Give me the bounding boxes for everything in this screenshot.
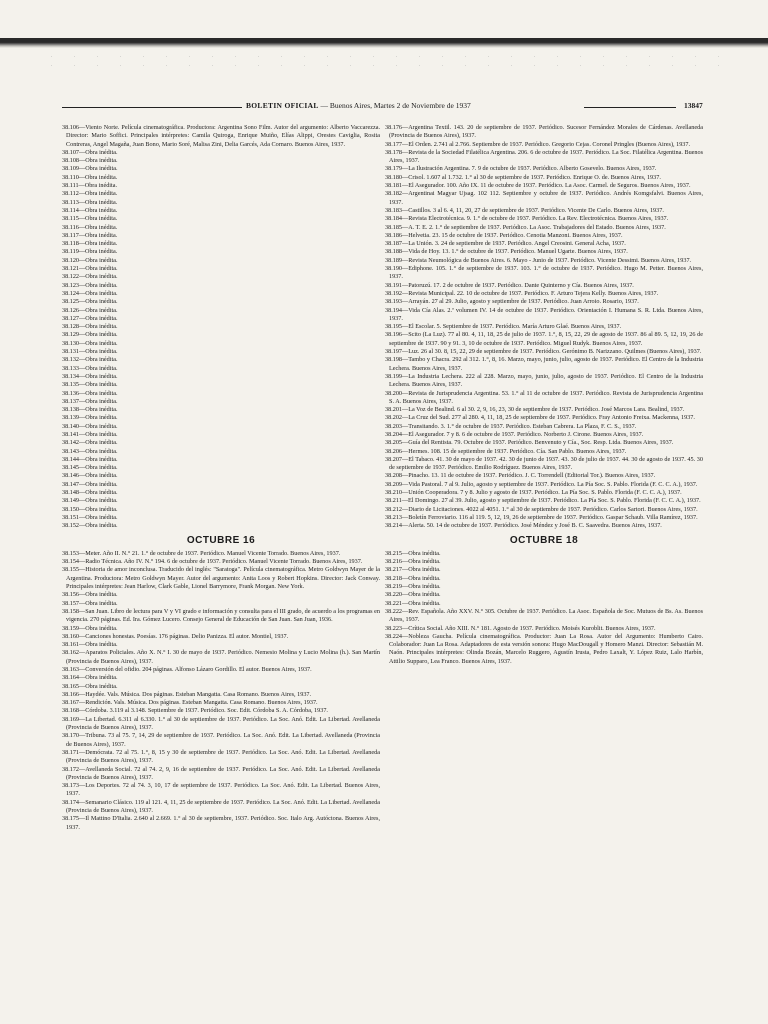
registry-entry: 38.156—Obra inédita.: [62, 591, 118, 599]
registry-entry: 38.207—El Tabaco. 41. 30 de mayo de 1937. 42. 30 de junio de 1937. 43. 30 de julio de 1937. 44. 30 de agosto de 1937. 45. 30 de septiembre de 1937. Periódico. Emilio Rodríguez. Buenos Aires, 1937.: [385, 455, 703, 472]
unpublished-entry: 38.147—Obra inédita.: [62, 480, 118, 488]
registry-entry: 38.174—Semanario Clásico. 119 al 121. 4, 11, 25 de septiembre de 1937. Periódico. La Soc. Anó. Edit. La Libertad. Avellaneda (Provincia de Buenos Aires), 1937.: [62, 798, 380, 815]
unpublished-entry: 38.111—Obra inédita.: [62, 182, 118, 190]
unpublished-entry: 38.141—Obra inédita.: [62, 430, 118, 438]
registry-entry: 38.187—La Unión. 3. 24 de septiembre de 1937. Periódico. Angel Creosini. General Acha, 1937.: [385, 240, 626, 248]
unpublished-entry: 38.123—Obra inédita.: [62, 281, 118, 289]
header-title-line: [246, 101, 471, 110]
registry-entry: 38.193—Arrayán. 27 al 29. Julio, agosto y septiembre de 1937. Periódico. Juan Arroio. Rosario, 1937.: [385, 298, 639, 306]
registry-entry: 38.184—Revista Electrotécnica. 9. 1.° de octubre de 1937. Periódico. La Rev. Electrotécnica. Buenos Aires, 1937.: [385, 215, 669, 223]
unpublished-entry: 38.151—Obra inédita.: [62, 513, 118, 521]
registry-entry: 38.175—Il Mattino D'Italia. 2.640 al 2.669. 1.° al 30 de septiembre, 1937. Periódico. Soc. Italo Arg. Autóctona. Buenos Aires, 1937.: [62, 815, 380, 831]
registry-entry: 38.164—Obra inédita.: [62, 674, 118, 682]
registry-entry: 38.211—El Domingo. 27 al 39. Julio, agosto y septiembre de 1937. Periódico. La Pía Soc. S. Pablo. Florida (F. C. C. A.), 1937.: [385, 497, 701, 505]
unpublished-entry: 38.118—Obra inédita.: [62, 240, 118, 248]
registry-entry: 38.198—Tambo y Chacra. 292 al 312. 1.°, 8, 16. Marzo, mayo, junio, julio, agosto de 1937. Periódico. El Centro de la Industria Lechera. Buenos Aires, 1937.: [385, 356, 703, 372]
scan-speckle: [40, 52, 740, 72]
right-entries-a: [385, 124, 703, 531]
section-heading-oct-18: OCTUBRE 18: [509, 534, 579, 546]
header-rule-left: [62, 107, 242, 108]
registry-entry: 38.197—Luz. 26 al 30. 8, 15, 22, 29 de septiembre de 1937. Periódico. Gerónimo B. Narizzano. Quilmes (Buenos Aires), 1937.: [385, 348, 702, 356]
unpublished-entry: 38.116—Obra inédita.: [62, 223, 118, 231]
registry-entry: 38.179—La Ilustración Argentina. 7. 9 de octubre de 1937. Periódico. Alberto Gosevelo. Buenos Aires, 1937.: [385, 165, 657, 173]
registry-entry: 38.157—Obra inédita.: [62, 599, 118, 607]
registry-entry: 38.191—Patoruzú. 17. 2 de octubre de 1937. Periódico. Dante Quinterno y Cía. Buenos Aires, 1937.: [385, 281, 634, 289]
scan-top-edge: [0, 38, 768, 48]
unpublished-entry: 38.137—Obra inédita.: [62, 397, 118, 405]
registry-entry: 38.205—Guía del Rentista. 79. Octubre de 1937. Periódico. Benvenuto y Cía., Soc. Resp. Ltda. Buenos Aires, 1937.: [385, 439, 674, 447]
unpublished-entry: 38.120—Obra inédita.: [62, 256, 118, 264]
unpublished-entry: 38.139—Obra inédita.: [62, 414, 118, 422]
unpublished-entry: 38.149—Obra inédita.: [62, 497, 118, 505]
registry-entry: 38.177—El Orden. 2.741 al 2.766. Septiembre de 1937. Periódico. Gregorio Cejas. Coronel Pringles (Buenos Aires), 1937.: [385, 140, 691, 148]
registry-entry: 38.190—Ediphone. 105. 1.° de septiembre de 1937. 103. 1.° de octubre de 1937. Periódico. Hugo M. Petter. Buenos Aires, 1937.: [385, 265, 703, 281]
registry-entry: 38.158—San Juan. Libro de lectura para V y VI grado e información y consulta para el III grado, de acuerdo a los programas en vigencia. 270 páginas. Ed. Ira. Gómez Lucero. Consejo General de Educación de San Juan. San Juan, 1936.: [62, 607, 380, 624]
registry-entry: 38.169—La Libertad. 6.311 al 6.330. 1.° al 30 de septiembre de 1937. Periódico. La Soc. Anó. Edit. La Libertad. Avellaneda (Provincia de Buenos Aires), 1937.: [62, 715, 380, 732]
registry-entry: 38.181—El Asegurador. 100. Año IX. 11 de octubre de 1937. Periódico. La Asoc. Carmel. de Seguros. Buenos Aires, 1937.: [385, 182, 691, 190]
left-middle-entries: [62, 550, 380, 832]
unpublished-entry: 38.124—Obra inédita.: [62, 289, 118, 297]
unpublished-entry: 38.126—Obra inédita.: [62, 306, 118, 314]
unpublished-entry: 38.218—Obra inédita.: [385, 574, 441, 582]
registry-entry: 38.202—La Cruz del Sud. 277 al 280. 4, 11, 18, 25 de septiembre de 1937. Periódico. Fray Antonio Freixa. Mackenna, 1937.: [385, 414, 695, 422]
unpublished-entry: 38.108—Obra inédita.: [62, 157, 118, 165]
unpublished-entry: 38.130—Obra inédita.: [62, 339, 118, 347]
registry-entry: 38.195—El Escolar. 5. Septiembre de 1937. Periódico. María Arturo Glaé. Buenos Aires, 1937.: [385, 323, 622, 331]
registry-entry: 38.199—La Industria Lechera. 222 al 228. Marzo, mayo, junio, julio, agosto de 1937. Periódico. El Centro de la Industria Lechera. Buenos Aires, 1937.: [385, 372, 703, 389]
right-entries-b: [385, 608, 703, 666]
registry-entry: 38.155—Historia de amor inconclusa. Traducido del inglés: "Saratoga". Película cinematográfica. Metro Goldwyn Mayer de la Argentina. Productora: Metro Goldwyn Mayer. Autor del argumento: Anita Loos y Robert Hopkins. Director: Jack Conway. Principales intérpretes: Jean Harlow, Clark Gable, Lionel Barrymore, Frank Morgan. New York.: [62, 566, 380, 591]
unpublished-entry: 38.138—Obra inédita.: [62, 406, 118, 414]
unpublished-entry: 38.133—Obra inédita.: [62, 364, 118, 372]
registry-entry: 38.165—Obra inédita.: [62, 682, 118, 690]
unpublished-entry: 38.148—Obra inédita.: [62, 489, 118, 497]
registry-entry: 38.168—Córdoba. 3.119 al 3.148. Septiembre de 1937. Periódico. Soc. Edit. Córdoba S. A. Córdoba, 1937.: [62, 707, 328, 715]
unpublished-entry: 38.150—Obra inédita.: [62, 505, 118, 513]
registry-entry: 38.167—Rendición. Vals. Música. Dos páginas. Esteban Mangatta. Casa Romano. Buenos Aires, 1937.: [62, 699, 318, 707]
unpublished-entry: 38.146—Obra inédita.: [62, 472, 118, 480]
registry-entry: 38.208—Pinacho. 13. 11 de octubre de 1937. Periódico. J. C. Torrendell (Editorial Tor.). Buenos Aires, 1937.: [385, 472, 656, 480]
unpublished-entry: 38.121—Obra inédita.: [62, 265, 118, 273]
unpublished-entry: 38.125—Obra inédita.: [62, 298, 118, 306]
right-column: [385, 124, 703, 1024]
unpublished-entry: 38.221—Obra inédita.: [385, 599, 441, 607]
registry-entry: 38.161—Obra inédita.: [62, 641, 118, 649]
registry-entry: 38.224—Nobleza Gaucha. Película cinematográfica. Productor: Juan La Rosa. Autor del Argumento: Humberto Cairo. Colaborador: Juan La Rosa. Adaptadores de esta versión sonora: Hugo MacDougall y Homero Manzi. Director: Sebastián M. Naón. Principales intérpretes: Olinda Bozán, Marcelo Ruggero, Agustín Irusta, Pedro Laxalt, Y. López Ruiz, Lalo Harbín, Attilio Supparo, Lea Franco. Buenos Aires, 1937.: [385, 632, 703, 665]
registry-entry: 38.222—Rev. Española. Año XXV. N.° 305. Octubre de 1937. Periódico. La Asoc. Española de Soc. Mutuos de Bs. As. Buenos Aires, 1937.: [385, 607, 703, 624]
header-subtitle: — Buenos Aires, Martes 2 de Noviembre de 1937: [320, 101, 471, 110]
unpublished-entry: 38.109—Obra inédita.: [62, 165, 118, 173]
unpublished-entry: 38.112—Obra inédita.: [62, 190, 118, 198]
page-header: [62, 100, 712, 116]
registry-entry: 38.209—Vida Pastoral. 7 al 9. Julio, agosto y septiembre de 1937. Periódico. La Pía Soc. S. Pablo. Florida (F. C. C. A.), 1937.: [385, 480, 698, 488]
unpublished-entry: 38.107—Obra inédita.: [62, 148, 118, 156]
unpublished-entry: 38.220—Obra inédita.: [385, 591, 441, 599]
registry-entry: 38.186—Helvetia. 23. 15 de octubre de 1937. Periódico. Cenotia Manzoni. Buenos Aires, 1937.: [385, 231, 623, 239]
unpublished-entry: 38.142—Obra inédita.: [62, 439, 118, 447]
registry-entry: 38.210—Unión Cooperadora. 7 y 8. Julio y agosto de 1937. Periódico. La Pía Soc. S. Pablo. Florida (F. C. C. A.), 1937.: [385, 489, 682, 497]
registry-entry: 38.106—Viento Norte. Película cinematográfica. Productora: Argentina Sono Film. Autor del argumento: Alberto Vaccarezza. Director: Mario Soffici. Principales intérpretes: Camila Quiroga, Enrique Muiño, Elías Alippi, Orestes Caviglia, Rosita Contreras, Angel Magaña, Juan Bono, Mario Soré, Malisa Zini, Delia Garcés, Ada Cornaro. Buenos Aires, 1937.: [62, 124, 380, 148]
unpublished-entry: 38.216—Obra inédita.: [385, 558, 441, 566]
registry-entry: 38.178—Revista de la Sociedad Filatélica Argentina. 206. 6 de octubre de 1937. Periódico. La Soc. Filatélica Argentina. Buenos Aires, 1937.: [385, 148, 703, 165]
registry-entry: 38.153—Meter. Año II. N.° 21. 1.° de octubre de 1937. Periódico. Manuel Vicente Torrado. Buenos Aires, 1937.: [62, 549, 341, 557]
registry-entry: 38.170—Tribuna. 73 al 75. 7, 14, 29 de septiembre de 1937. Periódico. La Soc. Anó. Edit. La Libertad. Avellaneda (Provincia de Buenos Aires), 1937.: [62, 732, 380, 748]
unpublished-entry: 38.129—Obra inédita.: [62, 331, 118, 339]
registry-entry: 38.200—Revista de Jurisprudencia Argentina. 53. 1.° al 11 de octubre de 1937. Periódico. Revista de Jurisprudencia Argentina S. A. Buenos Aires, 1937.: [385, 389, 703, 405]
unpublished-entry: 38.128—Obra inédita.: [62, 323, 118, 331]
registry-entry: 38.172—Avellaneda Social. 72 al 74. 2, 9, 16 de septiembre de 1937. Periódico. La Soc. Anó. Edit. La Libertad. Avellaneda (Provincia de Buenos Aires), 1937.: [62, 765, 380, 781]
unpublished-entry: 38.117—Obra inédita.: [62, 231, 118, 239]
left-lead-entries: [62, 124, 380, 149]
registry-entry: 38.182—Argentinai Magyar Ujsag. 102 112. Septiembre y octubre de 1937. Periódico. Andrés Komgsfalvi. Buenos Aires, 1937.: [385, 190, 703, 206]
header-title: BOLETIN OFICIAL: [246, 101, 319, 110]
unpublished-entry: 38.215—Obra inédita.: [385, 549, 441, 557]
page-number: 13847: [684, 101, 703, 110]
section-heading-oct-16: OCTUBRE 16: [186, 534, 256, 546]
registry-entry: 38.176—Argentina Textil. 143. 20 de septiembre de 1937. Periódico. Sucesor Fernández Morales de Cárdenas. Avellaneda (Provincia de Buenos Aires), 1937.: [385, 124, 703, 140]
left-column: [62, 124, 380, 1024]
unpublished-entry: 38.132—Obra inédita.: [62, 356, 118, 364]
unpublished-entry: 38.113—Obra inédita.: [62, 198, 118, 206]
registry-entry: 38.180—Crisol. 1.607 al 1.732. 1.° al 30 de septiembre de 1937. Periódico. Enrique O. de. Buenos Aires, 1937.: [385, 173, 661, 181]
registry-entry: 38.203—Transitando. 3. 1.° de octubre de 1937. Periódico. Esteban Cabrera. La Plaza, F. C. S., 1937.: [385, 422, 637, 430]
registry-entry: 38.162—Aparatos Policiales. Año X. N.° I. 30 de mayo de 1937. Periódico. Nemesio Molina y Lucio Molina (h.). San Martín (Provincia de Buenos Aires), 1937.: [62, 649, 380, 665]
registry-entry: 38.223—Crítica Social. Año XIII. N.° 181. Agosto de 1937. Periódico. Moisés Kuroblit. Buenos Aires, 1937.: [385, 624, 656, 632]
registry-entry: 38.212—Diario de Licitaciones. 4022 al 4051. 1.° al 30 de septiembre de 1937. Periódico. Carlos Sartori. Buenos Aires, 1937.: [385, 505, 698, 513]
left-unpublished-list: [62, 149, 380, 531]
unpublished-entry: 38.152—Obra inédita.: [62, 522, 118, 530]
registry-entry: 38.192—Revista Municipal. 22. 10 de octubre de 1937. Periódico. F. Arturo Tejera Kelly. Buenos Aires, 1937.: [385, 289, 659, 297]
header-rule-right: [584, 107, 676, 108]
unpublished-entry: 38.219—Obra inédita.: [385, 583, 441, 591]
registry-entry: 38.159—Obra inédita.: [62, 624, 118, 632]
unpublished-entry: 38.217—Obra inédita.: [385, 566, 441, 574]
registry-entry: 38.201—La Voz de Bealind. 6 al 30. 2, 9, 16, 23, 30 de septiembre de 1937. Periódico. José Marcos Lara. Bealind, 1937.: [385, 406, 685, 414]
unpublished-entry: 38.135—Obra inédita.: [62, 381, 118, 389]
unpublished-entry: 38.134—Obra inédita.: [62, 372, 118, 380]
registry-entry: 38.160—Canciones honestas. Poesías. 176 páginas. Delio Panizza. El autor. Montiel, 1937.: [62, 632, 289, 640]
unpublished-entry: 38.127—Obra inédita.: [62, 314, 118, 322]
registry-entry: 38.173—Los Deportes. 72 al 74. 3, 10, 17 de septiembre de 1937. Periódico. La Soc. Anó. Edit. La Libertad. Buenos Aires, 1937.: [62, 782, 380, 798]
registry-entry: 38.163—Conversión del ofidio. 204 páginas. Alfonso Lázaro Gordillo. El autor. Buenos Aires, 1937.: [62, 666, 312, 673]
registry-entry: 38.196—Scito (La Luz). 77 al 80. 4, 11, 18, 25 de julio de 1937. 1.°, 8, 15, 22, 29 de agosto de 1937. 86 al 89. 5, 12, 19, 26 de septiembre de 1937. 90 y 91. 3, 10 de octubre de 1937. Periódico. Miguel Rudyk. Buenos Aires, 1937.: [385, 331, 703, 347]
unpublished-entry: 38.122—Obra inédita.: [62, 273, 118, 281]
unpublished-entry: 38.136—Obra inédita.: [62, 389, 118, 397]
registry-entry: 38.206—Hermes. 108. 15 de septiembre de 1937. Periódico. Cía. San Pablo. Buenos Aires, 1937.: [385, 447, 627, 455]
registry-entry: 38.189—Revista Neumológica de Buenos Aires. 6. Mayo - Junio de 1937. Periódico. Vicente Dessimi. Buenos Aires, 1937.: [385, 256, 692, 264]
unpublished-entry: 38.144—Obra inédita.: [62, 455, 118, 463]
registry-entry: 38.204—El Asegurador. 7 y 8. 6 de octubre de 1937. Periódico. Norberto J. Cirone. Buenos Aires, 1937.: [385, 430, 644, 438]
unpublished-entry: 38.145—Obra inédita.: [62, 464, 118, 472]
registry-entry: 38.194—Vida Cía Alas. 2.ª volumen IV. 14 de octubre de 1937. Periódico. Orientación I. Humana S. R. Ltda. Buenos Aires, 1937.: [385, 306, 703, 322]
unpublished-entry: 38.119—Obra inédita.: [62, 248, 118, 256]
registry-entry: 38.171—Demócrata. 72 al 75. 1.°, 8, 15 y 30 de septiembre de 1937. Periódico. La Soc. Anó. Edit. La Libertad. Avellaneda (Provincia de Buenos Aires), 1937.: [62, 748, 380, 765]
registry-entry: 38.166—Haydée. Vals. Música. Dos páginas. Esteban Mangatta. Casa Romano. Buenos Aires, 1937.: [62, 690, 312, 698]
registry-entry: 38.214—Alerta. 50. 14 de octubre de 1937. Periódico. José Méndez y José B. C. Saavedra. Buenos Aires, 1937.: [385, 522, 662, 530]
unpublished-entry: 38.110—Obra inédita.: [62, 173, 118, 181]
registry-entry: 38.183—Castillos. 3 al 6. 4, 11, 20, 27 de septiembre de 1937. Periódico. Vicente De Carlo. Buenos Aires, 1937.: [385, 206, 664, 214]
registry-entry: 38.188—Vida de Hoy. 13. 1.° de octubre de 1937. Periódico. Manuel Ugarte. Buenos Aires, 1937.: [385, 248, 628, 256]
unpublished-entry: 38.131—Obra inédita.: [62, 348, 118, 356]
unpublished-entry: 38.143—Obra inédita.: [62, 447, 118, 455]
unpublished-entry: 38.115—Obra inédita.: [62, 215, 118, 223]
registry-entry: 38.185—A. T. E. 2. 1.° de septiembre de 1937. Periódico. La Asoc. Trabajadores del Estado. Buenos Aires, 1937.: [385, 223, 666, 231]
right-unpublished-list: [385, 550, 703, 608]
unpublished-entry: 38.140—Obra inédita.: [62, 422, 118, 430]
unpublished-entry: 38.114—Obra inédita.: [62, 206, 118, 214]
registry-entry: 38.154—Radio Técnica. Año IV. N.° 194. 6 de octubre de 1937. Periódico. Manuel Vicente Torrado. Buenos Aires, 1937.: [62, 558, 363, 566]
registry-entry: 38.213—Boletín Ferroviario. 116 al 119. 5, 12, 19, 26 de septiembre de 1937. Periódico. Gaspar Schaub. Villa Ramírez, 1937.: [385, 513, 698, 521]
